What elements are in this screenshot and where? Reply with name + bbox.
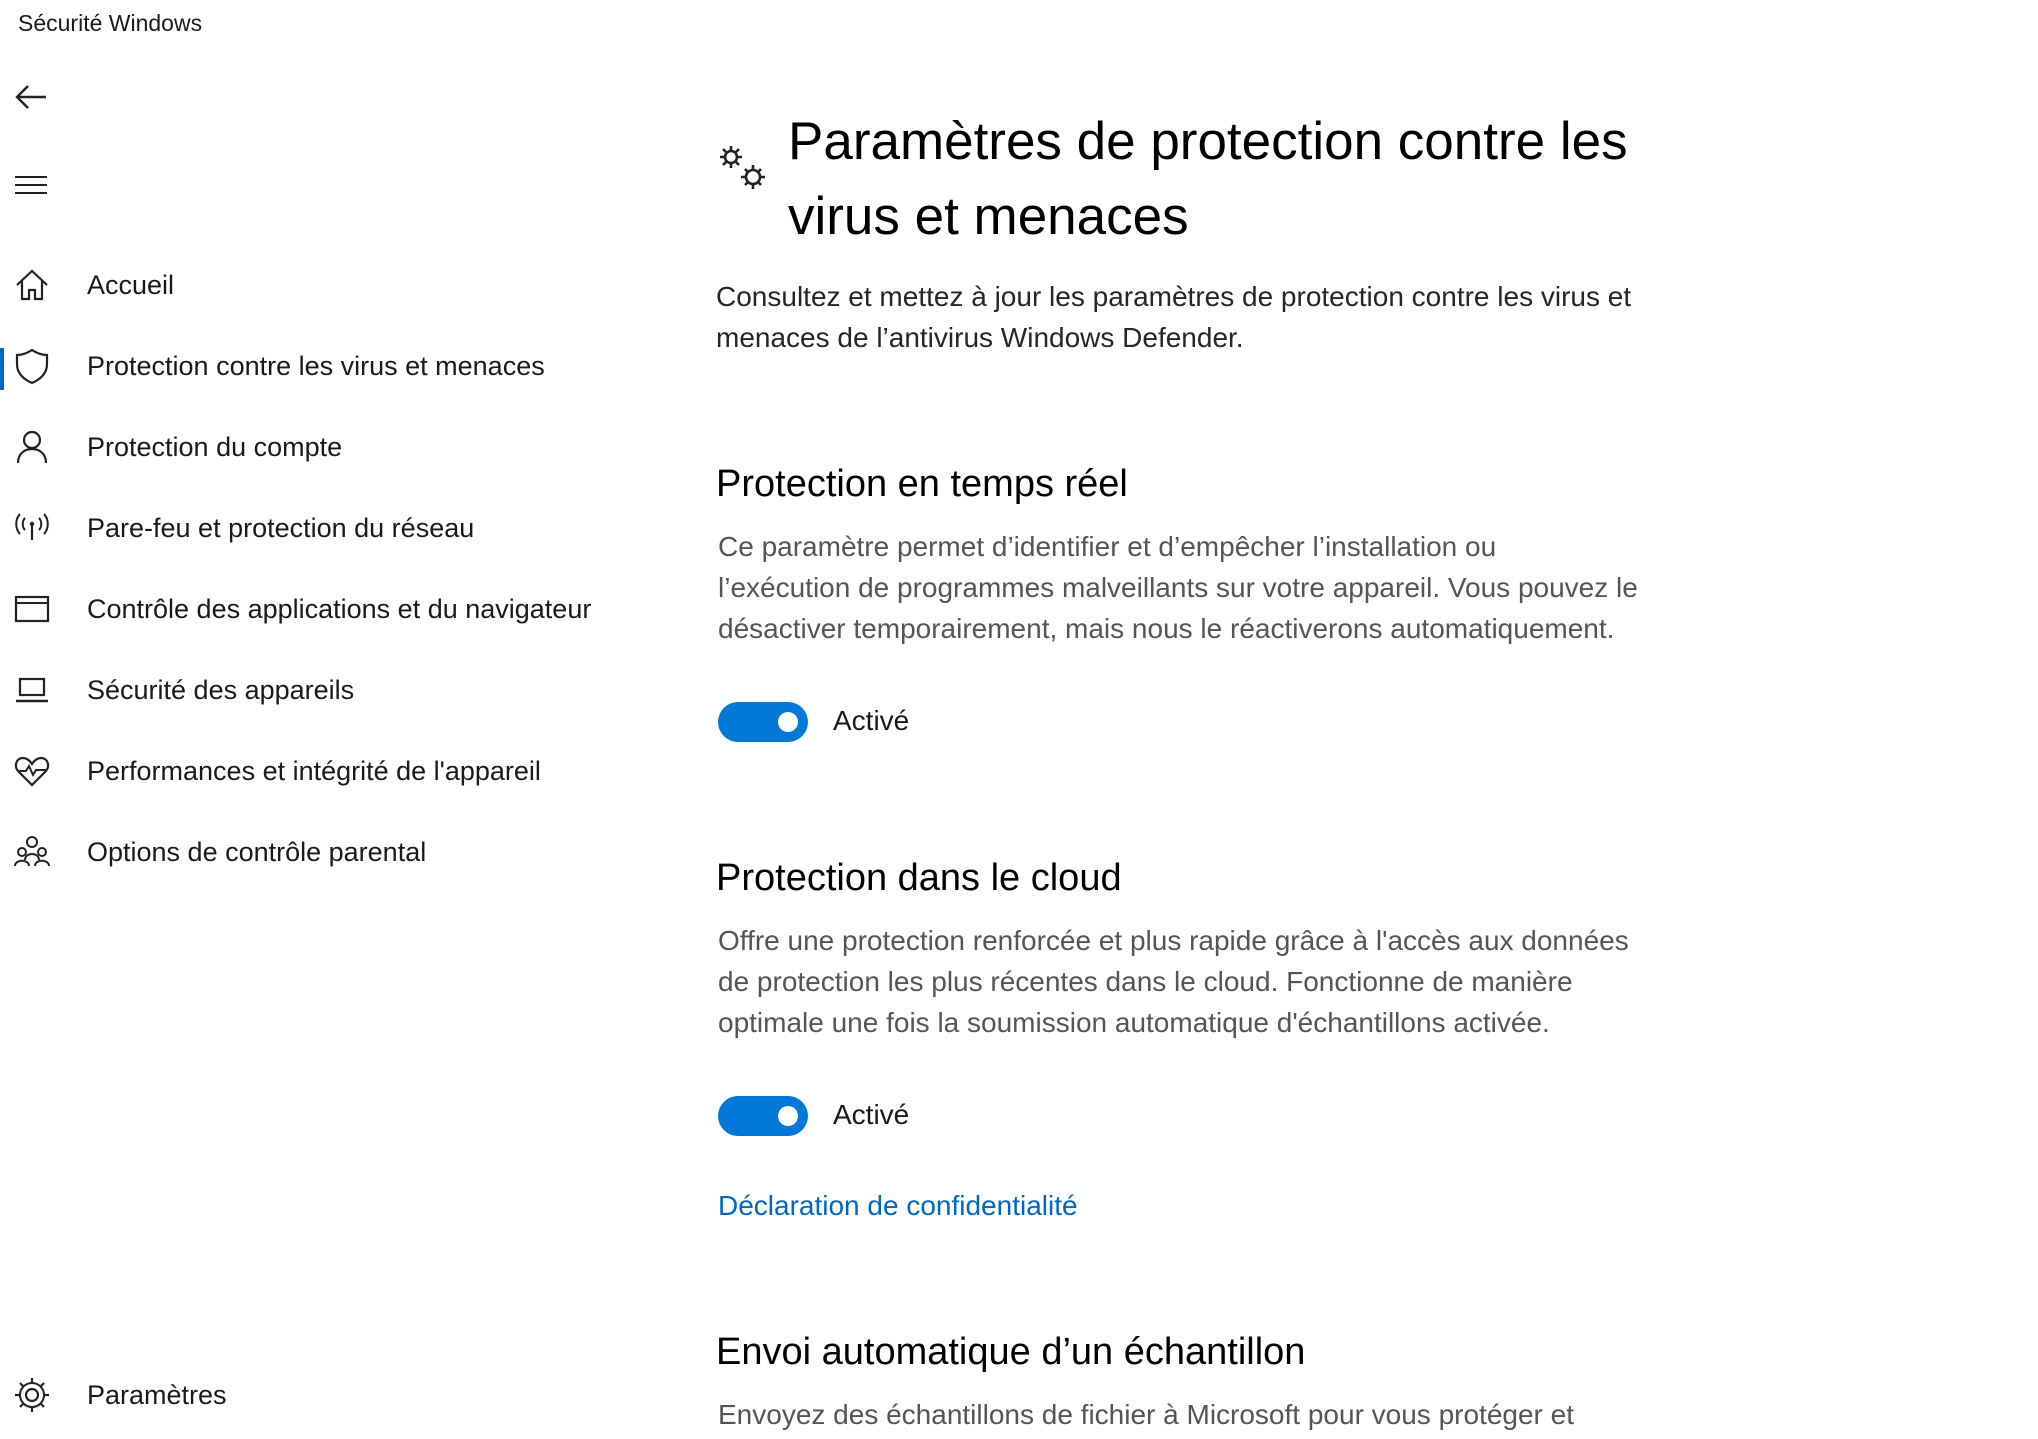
sidebar-item-label: Contrôle des applications et du navigateur: [87, 594, 592, 624]
sidebar-item-label: Accueil: [87, 270, 175, 300]
toggle-knob: [778, 1106, 798, 1126]
sidebar-item-device-performance[interactable]: [0, 734, 700, 815]
page-description-line: Consultez et mettez à jour les paramètres de protection contre les virus et: [716, 281, 1632, 312]
sidebar-item-account-protection[interactable]: [0, 410, 700, 491]
window-title: Sécurité Windows: [18, 10, 203, 36]
realtime-protection-toggle[interactable]: [718, 702, 808, 742]
gear-icon: [12, 1375, 52, 1415]
settings-label: Paramètres: [87, 1380, 227, 1410]
toggle-state-label: Activé: [833, 1099, 910, 1130]
sidebar-item-accueil[interactable]: [0, 248, 700, 329]
back-arrow-icon: [12, 77, 52, 117]
sidebar-item-family-options[interactable]: [0, 815, 700, 896]
page-description-line: menaces de l’antivirus Windows Defender.: [716, 322, 1244, 353]
home-icon: [12, 265, 52, 305]
description-line: Ce paramètre permet d’identifier et d’empêcher l’installation ou: [718, 531, 1497, 562]
sidebar-item-label: Protection du compte: [87, 432, 343, 462]
section-title-cloud: Protection dans le cloud: [716, 857, 1122, 899]
sidebar-nav: [0, 248, 700, 896]
toggle-knob: [778, 712, 798, 732]
sidebar-item-label: Performances et intégrité de l'appareil: [87, 756, 541, 786]
section-description-sample-submission: [718, 1394, 1728, 1435]
laptop-icon: [12, 670, 52, 710]
sidebar-item-settings[interactable]: [0, 1358, 700, 1439]
page-title-line: virus et menaces: [788, 187, 1189, 246]
description-line: l’exécution de programmes malveillants sur votre appareil. Vous pouvez le: [718, 572, 1638, 603]
sidebar-item-firewall[interactable]: [0, 491, 700, 572]
cloud-protection-toggle[interactable]: [718, 1096, 808, 1136]
wireless-icon: [12, 508, 52, 548]
sidebar-item-label: Pare-feu et protection du réseau: [87, 513, 475, 543]
menu-button[interactable]: [12, 167, 52, 207]
sidebar-item-label: Sécurité des appareils: [87, 675, 355, 705]
description-line: optimale une fois la soumission automatique d'échantillons activée.: [718, 1007, 1550, 1038]
sidebar-item-label: Options de contrôle parental: [87, 837, 427, 867]
gears-icon: [716, 142, 772, 198]
page-title: [788, 104, 1768, 254]
shield-icon: [12, 346, 52, 386]
family-icon: [12, 832, 52, 872]
section-title-realtime: Protection en temps réel: [716, 463, 1128, 505]
description-line: Envoyez des échantillons de fichier à Microsoft pour vous protéger et: [718, 1399, 1575, 1430]
person-icon: [12, 427, 52, 467]
description-line: de protection les plus récentes dans le cloud. Fonctionne de manière: [718, 966, 1573, 997]
privacy-statement-link[interactable]: Déclaration de confidentialité: [718, 1190, 1078, 1221]
back-button[interactable]: [12, 77, 52, 117]
sidebar-item-label: Protection contre les virus et menaces: [87, 351, 545, 381]
main-content: [716, 0, 2016, 1430]
page-title-line: Paramètres de protection contre les: [788, 112, 1628, 171]
sidebar-item-device-security[interactable]: [0, 653, 700, 734]
heart-pulse-icon: [12, 751, 52, 791]
sidebar-item-virus-protection[interactable]: [0, 329, 700, 410]
section-description-cloud: [718, 920, 1728, 1043]
description-line: Offre une protection renforcée et plus rapide grâce à l'accès aux données: [718, 925, 1629, 956]
section-description-realtime: [718, 526, 1728, 649]
section-title-sample-submission: Envoi automatique d’un échantillon: [716, 1331, 1306, 1373]
description-line: désactiver temporairement, mais nous le réactiverons automatiquement.: [718, 613, 1615, 644]
hamburger-icon: [12, 167, 52, 207]
sidebar-item-app-browser-control[interactable]: [0, 572, 700, 653]
toggle-state-label: Activé: [833, 705, 910, 736]
page-description: [716, 276, 1726, 358]
app-window-icon: [12, 589, 52, 629]
